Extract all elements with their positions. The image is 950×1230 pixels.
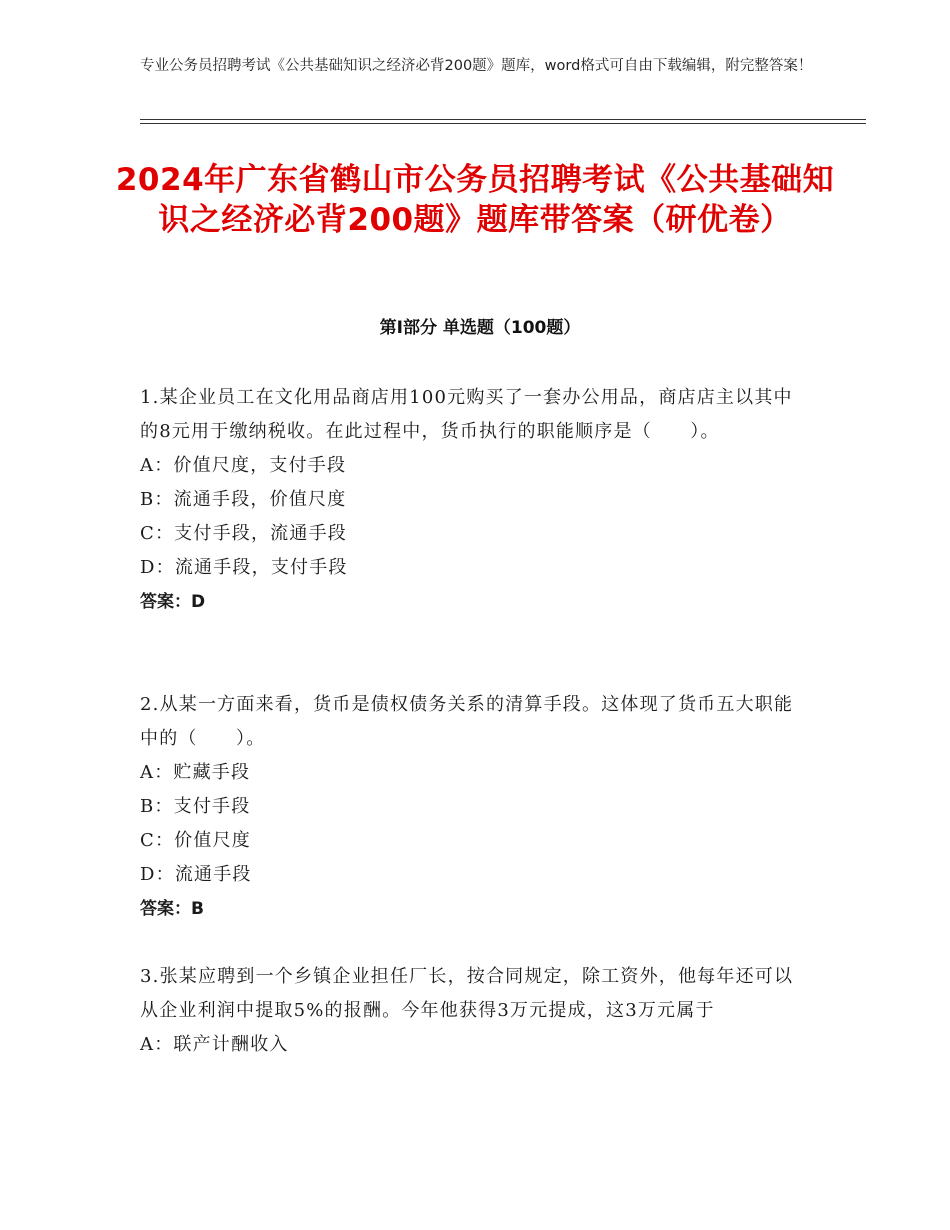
option-a: A：贮藏手段 bbox=[140, 762, 251, 783]
option-b: B：支付手段 bbox=[140, 796, 251, 817]
header-divider bbox=[140, 119, 866, 124]
option-b: B：流通手段，价值尺度 bbox=[140, 489, 347, 510]
question-2 bbox=[140, 688, 810, 926]
question-stem: 1.某企业员工在文化用品商店用100元购买了一套办公用品，商店店主以其中的8元用于缴纳税收。在此过程中，货币执行的职能顺序是（ ）。 bbox=[140, 387, 793, 442]
header-note: 专业公务员招聘考试《公共基础知识之经济必背200题》题库，word格式可自由下载编辑，附完整答案！ bbox=[140, 58, 813, 74]
option-c: C：支付手段，流通手段 bbox=[140, 523, 347, 544]
answer-label: 答案：B bbox=[140, 899, 204, 919]
option-a: A：价值尺度，支付手段 bbox=[140, 455, 347, 476]
section-title: 第Ⅰ部分 单选题（100题） bbox=[379, 318, 581, 338]
question-3 bbox=[140, 960, 810, 1062]
question-1 bbox=[140, 381, 810, 619]
answer-label: 答案：D bbox=[140, 592, 206, 612]
option-d: D：流通手段 bbox=[140, 864, 252, 885]
document-title: 2024年广东省鹤山市公务员招聘考试《公共基础知识之经济必背200题》题库带答案（研优卷） bbox=[115, 162, 835, 238]
option-d: D：流通手段，支付手段 bbox=[140, 557, 348, 578]
option-a: A：联产计酬收入 bbox=[140, 1034, 289, 1055]
option-c: C：价值尺度 bbox=[140, 830, 251, 851]
question-stem: 2.从某一方面来看，货币是债权债务关系的清算手段。这体现了货币五大职能中的（ ）。 bbox=[140, 694, 794, 749]
question-stem: 3.张某应聘到一个乡镇企业担任厂长，按合同规定，除工资外，他每年还可以从企业利润中提取5%的报酬。今年他获得3万元提成，这3万元属于 bbox=[140, 966, 794, 1021]
